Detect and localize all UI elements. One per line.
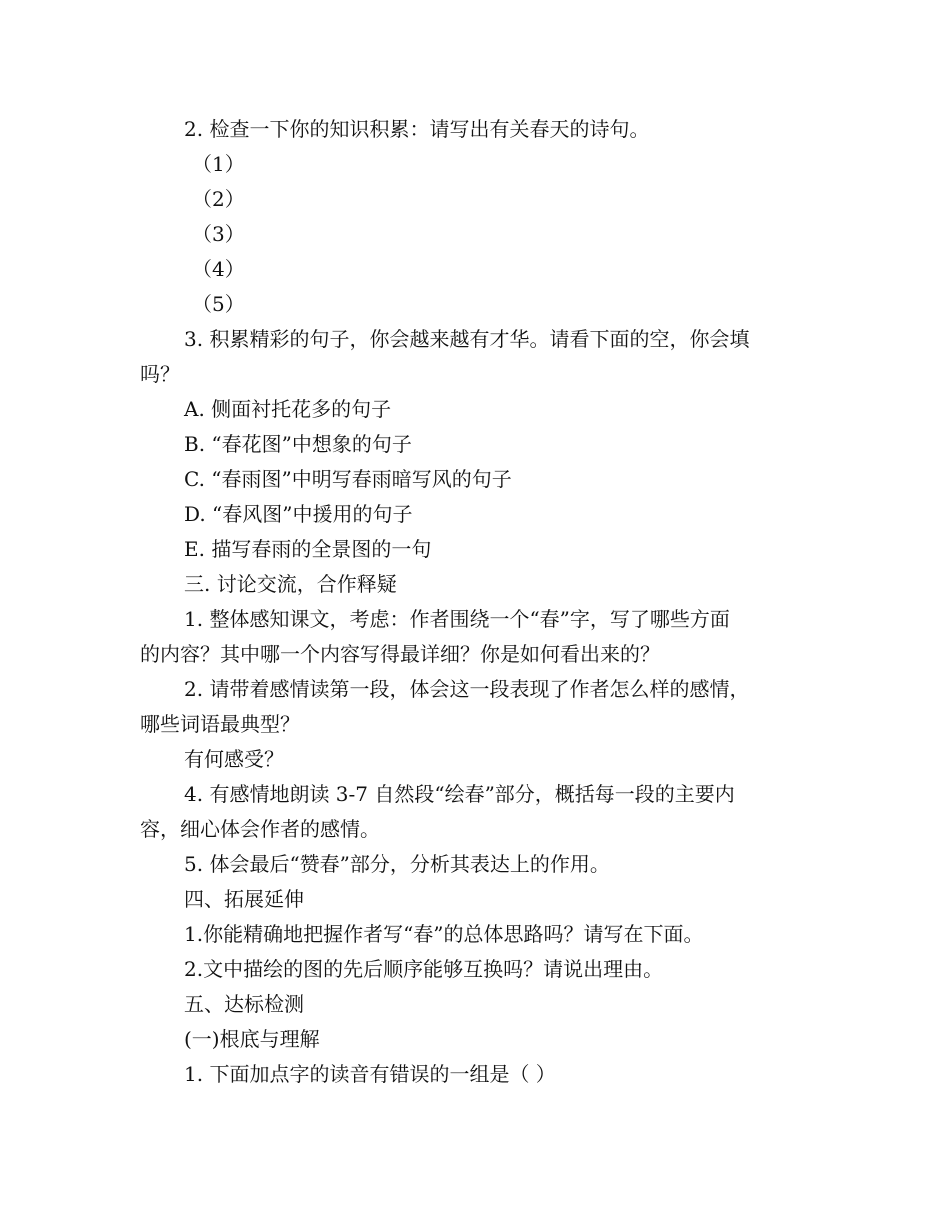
question-3-line-1: 3. 积累精彩的句子，你会越来越有才华。请看下面的空，你会填 [184,327,750,351]
discussion-1-line-1: 1. 整体感知课文，考虑：作者围绕一个“春”字，写了哪些方面 [184,607,730,631]
discussion-2-line-3: 有何感受？ [184,747,284,771]
discussion-5: 5. 体会最后“赞春”部分，分析其表达上的作用。 [184,852,610,876]
section-4-heading: 四、拓展延伸 [184,887,304,911]
test-question-1: 1. 下面加点字的读音有错误的一组是（ ） [184,1062,556,1086]
option-b: B. “春花图”中想象的句子 [184,432,412,456]
option-a: A. 侧面衬托花多的句子 [184,397,392,421]
answer-slot-3: （3） [192,222,245,246]
discussion-4-line-2: 容，细心体会作者的感情。 [140,817,380,841]
subsection-1-heading: (一)根底与理解 [184,1027,320,1051]
discussion-1-line-2: 的内容？其中哪一个内容写得最详细？你是如何看出来的？ [140,642,660,666]
answer-slot-1: （1） [192,152,245,176]
discussion-4-line-1: 4. 有感情地朗读 3-7 自然段“绘春”部分，概括每一段的主要内 [184,782,735,806]
option-e: E. 描写春雨的全景图的一句 [184,537,432,561]
extension-2: 2.文中描绘的图的先后顺序能够互换吗？请说出理由。 [184,957,664,981]
section-5-heading: 五、达标检测 [184,992,304,1016]
answer-slot-5: （5） [192,292,245,316]
option-d: D. “春风图”中援用的句子 [184,502,413,526]
document-body [140,112,820,1092]
section-3-heading: 三. 讨论交流，合作释疑 [184,572,397,596]
discussion-2-line-1: 2. 请带着感情读第一段，体会这一段表现了作者怎么样的感情， [184,677,750,701]
extension-1: 1.你能精确地把握作者写“春”的总体思路吗？请写在下面。 [184,922,704,946]
discussion-2-line-2: 哪些词语最典型？ [140,712,300,736]
question-2-heading: 2. 检查一下你的知识积累：请写出有关春天的诗句。 [184,117,650,141]
answer-slot-4: （4） [192,257,245,281]
question-3-line-2: 吗？ [140,362,180,386]
option-c: C. “春雨图”中明写春雨暗写风的句子 [184,467,512,491]
answer-slot-2: （2） [192,187,245,211]
